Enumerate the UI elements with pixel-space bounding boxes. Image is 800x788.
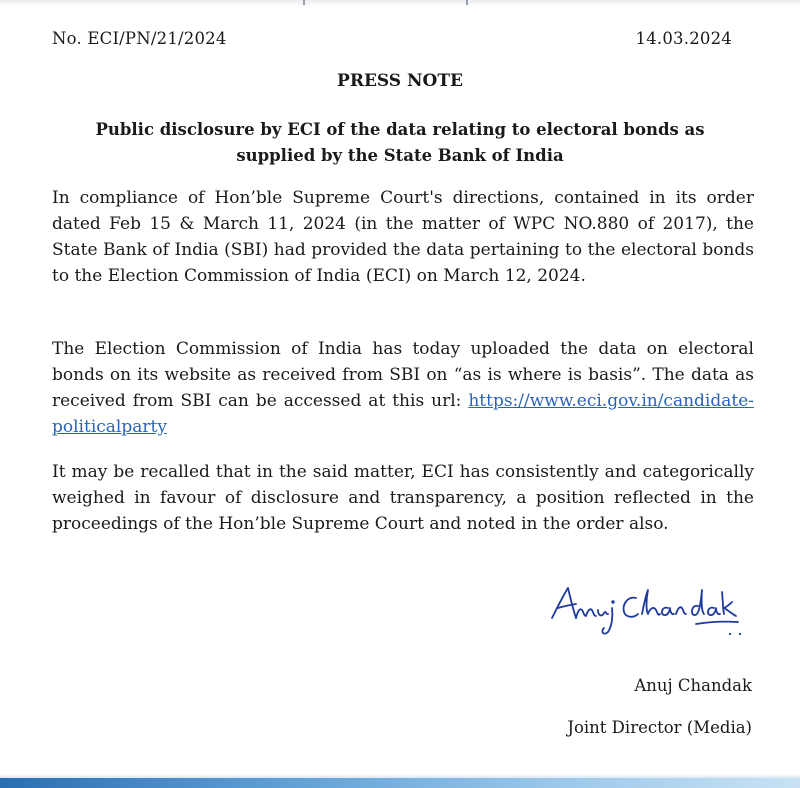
subject-heading: Public disclosure by ECI of the data relating to electoral bonds as supplied by the State Bank of India [95, 120, 705, 165]
handwritten-signature-icon [546, 580, 756, 642]
data-url-link[interactable]: https://www.eci.gov.in/candidate-politicalparty [52, 391, 755, 437]
paragraph-compliance: In compliance of Hon’ble Supreme Court's directions, contained in its order dated Feb 15 & March 11, 2024 (in the matter of WPC NO.880 of 2017), the State Bank of India (SBI) had provided the data pertaining to the electoral bonds to the Election Commission of India (ECI) on March 12, 2024. [52, 188, 754, 286]
top-edge-mark [466, 0, 468, 5]
signature [546, 580, 756, 642]
bottom-border [0, 778, 800, 788]
signatory-name: Anuj Chandak [634, 676, 752, 695]
top-edge [0, 0, 800, 6]
paragraph-upload-text: The Election Commission of India has today uploaded the data on electoral bonds on its website as received from SBI on “as is where is basis”. The data as received from SBI can be accessed at this url: [52, 339, 754, 411]
reference-number: No. ECI/PN/21/2024 [52, 29, 227, 48]
paragraph-upload [52, 336, 754, 440]
signatory-designation: Joint Director (Media) [567, 718, 752, 737]
top-edge-mark [303, 0, 305, 5]
press-note-date: 14.03.2024 [635, 29, 732, 48]
paragraph-recall: It may be recalled that in the said matter, ECI has consistently and categorically weighed in favour of disclosure and transparency, a position reflected in the proceedings of the Hon’ble Supreme Court and noted in the order also. [52, 462, 754, 534]
page-title: PRESS NOTE [337, 71, 463, 91]
